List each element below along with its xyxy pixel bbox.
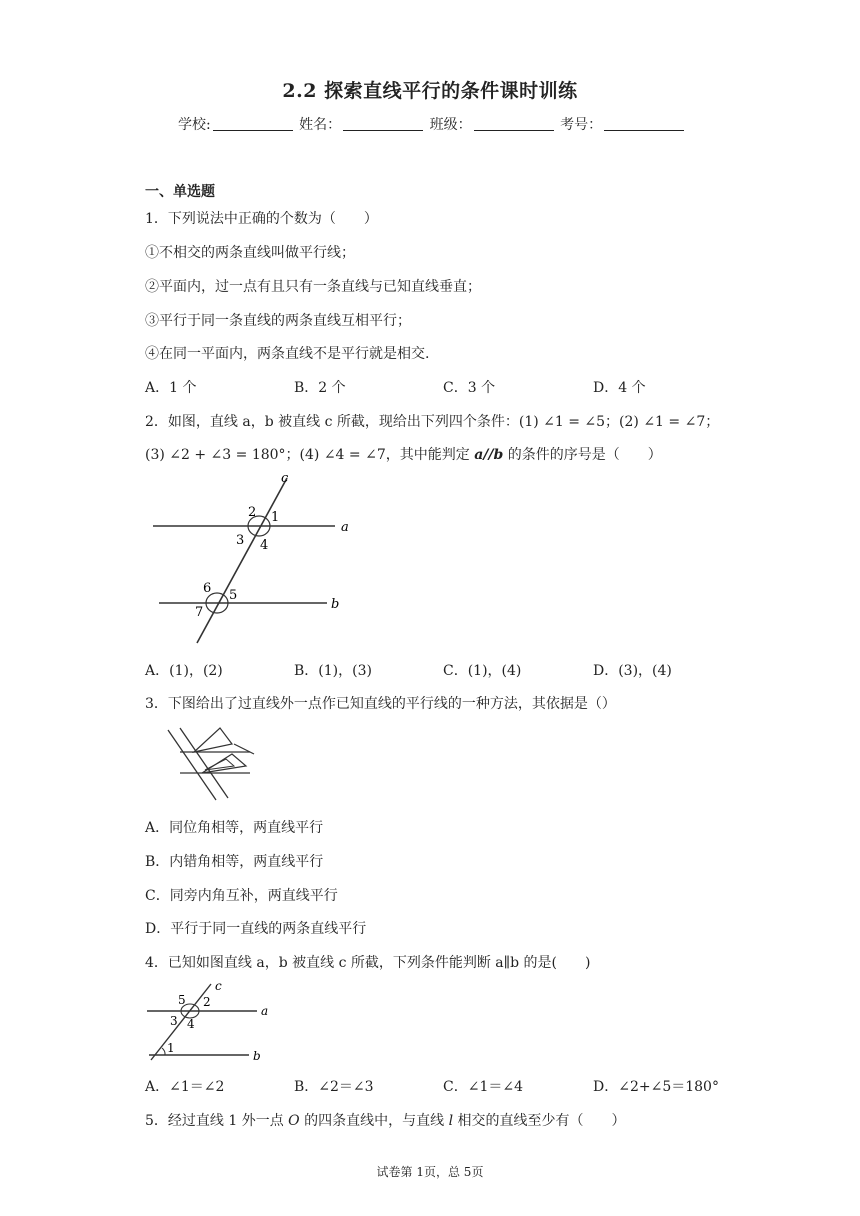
q4-option-b[interactable]: B．∠2＝∠3 — [294, 1079, 374, 1095]
q4-label-3: 3 — [170, 1014, 178, 1028]
q1-option-a[interactable]: A．1 个 — [145, 380, 197, 396]
q3-ruler-edge-2 — [180, 728, 228, 798]
q2-label-1: 1 — [271, 510, 280, 525]
q4-label-a: a — [261, 1004, 269, 1018]
q1-item-1: ①不相交的两条直线叫做平行线； — [145, 245, 355, 261]
q2-option-a[interactable]: A．(1)，(2) — [145, 663, 223, 679]
page-footer: 试卷第 1页，总 5页 — [376, 1165, 484, 1179]
q2-stem-part-a: (3) ∠2 + ∠3 = 180°；(4) ∠4 = ∠7，其中能判定 — [145, 447, 475, 463]
q2-stem-line2 — [145, 444, 662, 464]
q3-option-d[interactable]: D．平行于同一直线的两条直线平行 — [145, 921, 367, 937]
q3-ruler-edge-1 — [168, 730, 216, 800]
q2-stem-part-c: 的条件的序号是（ ） — [503, 447, 662, 463]
q2-line-c — [197, 478, 287, 643]
q5-stem-part-e: 相交的直线至少有（ ） — [453, 1113, 626, 1129]
q2-label-2: 2 — [248, 505, 257, 520]
school-label: 学校: — [178, 117, 211, 133]
student-info-line — [178, 114, 686, 134]
q1-item-4: ④在同一平面内，两条直线不是平行就是相交. — [145, 346, 430, 362]
q4-option-a[interactable]: A．∠1＝∠2 — [145, 1079, 225, 1095]
q4-angle-1-arc — [162, 1048, 165, 1055]
q5-stem-part-a: 5．经过直线 1 外一点 — [145, 1113, 289, 1129]
q3-stem: 3．下图给出了过直线外一点作已知直线的平行线的一种方法，其依据是（） — [145, 696, 616, 712]
q1-item-3: ③平行于同一条直线的两条直线互相平行； — [145, 313, 411, 329]
q1-option-b[interactable]: B．2 个 — [294, 380, 346, 396]
q5-line-l: l — [448, 1113, 454, 1129]
q5-point-o: O — [288, 1113, 300, 1129]
class-label: 班级： — [429, 117, 472, 133]
q2-label-4: 4 — [260, 538, 269, 553]
q2-stem-line1: 2．如图，直线 a，b 被直线 c 所截，现给出下列四个条件：(1) ∠1 = ∠5；(2) ∠1 = ∠7； — [145, 414, 720, 430]
name-blank[interactable] — [343, 116, 423, 131]
q1-stem: 1．下列说法中正确的个数为（ ） — [145, 211, 378, 227]
q3-option-a[interactable]: A．同位角相等，两直线平行 — [145, 820, 324, 836]
q4-label-c: c — [215, 980, 222, 993]
section-heading: 一、单选题 — [145, 184, 215, 200]
q4-label-2: 2 — [203, 995, 211, 1009]
q3-triangle-top — [194, 728, 232, 752]
q2-label-5: 5 — [229, 588, 238, 603]
school-blank[interactable] — [213, 116, 293, 131]
q1-option-d[interactable]: D．4 个 — [593, 380, 646, 396]
q4-option-c[interactable]: C．∠1＝∠4 — [443, 1079, 523, 1095]
q3-option-b[interactable]: B．内错角相等，两直线平行 — [145, 854, 324, 870]
q5-stem-part-c: 的四条直线中，与直线 — [299, 1113, 449, 1129]
exam-no-blank[interactable] — [604, 116, 684, 131]
class-blank[interactable] — [474, 116, 554, 131]
q3-figure-set-square — [150, 724, 260, 804]
q4-label-5: 5 — [178, 993, 186, 1007]
q4-option-d[interactable]: D．∠2+∠5＝180° — [593, 1079, 719, 1095]
q2-option-b[interactable]: B．(1)，(3) — [294, 663, 372, 679]
q4-figure — [145, 980, 275, 1065]
q4-label-4: 4 — [187, 1017, 195, 1031]
q2-option-c[interactable]: C．(1)，(4) — [443, 663, 522, 679]
q2-figure — [145, 468, 365, 648]
q4-stem: 4．已知如图直线 a，b 被直线 c 所截，下列条件能判断 a∥b 的是( ) — [145, 955, 591, 971]
q4-label-b: b — [253, 1049, 261, 1063]
q2-label-c: c — [281, 471, 289, 486]
q3-option-c[interactable]: C．同旁内角互补，两直线平行 — [145, 888, 338, 904]
q2-label-6: 6 — [203, 581, 212, 596]
q2-label-7: 7 — [195, 605, 204, 620]
q2-label-a: a — [341, 520, 349, 535]
name-label: 姓名： — [299, 117, 342, 133]
q2-label-3: 3 — [236, 533, 245, 548]
q2-label-b: b — [331, 597, 340, 612]
q5-stem — [145, 1110, 626, 1130]
exam-no-label: 考号： — [560, 117, 603, 133]
q1-option-c[interactable]: C．3 个 — [443, 380, 496, 396]
q1-item-2: ②平面内，过一点有且只有一条直线与已知直线垂直； — [145, 279, 481, 295]
q4-label-1: 1 — [167, 1041, 175, 1055]
page-title: 2.2 探索直线平行的条件课时训练 — [282, 80, 578, 102]
q2-stem-part-b: a//b — [474, 447, 504, 463]
q2-option-d[interactable]: D．(3)，(4) — [593, 663, 672, 679]
